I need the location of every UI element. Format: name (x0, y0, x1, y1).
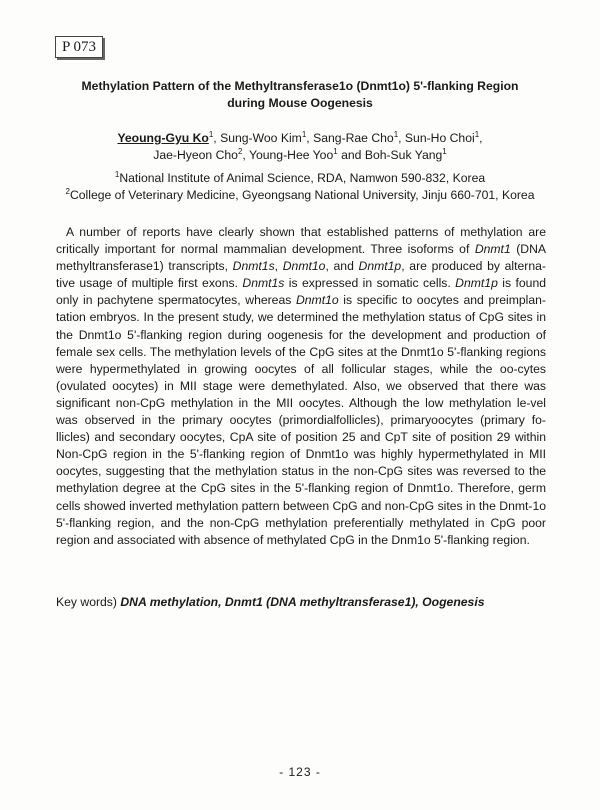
author-affiliation-mark: 1 (474, 129, 480, 139)
gene-name: Dnmt1 (474, 242, 511, 257)
author-separator: , (479, 131, 483, 145)
page-number: - 123 - (279, 765, 321, 779)
gene-name: Dnmt1p (358, 259, 402, 274)
presenting-author-name: Yeoung-Gyu Ko (117, 131, 209, 145)
abstract-text: , are produced by alterna-tive usage of multiple first exons. (56, 259, 546, 291)
gene-name: Dnmt1o (282, 259, 326, 274)
paper-title (60, 78, 540, 112)
author-separator: , (398, 131, 405, 145)
keywords-values: DNA methylation, Dnmt1 (DNA methyltransferase1), Oogenesis (120, 595, 485, 609)
abstract-text: , and (325, 259, 359, 274)
author-affiliation-mark: 1 (442, 146, 447, 156)
author-name: Sang-Rae Cho (313, 131, 394, 145)
abstract-text: A number of reports have clearly shown that established patterns of methylation are critically important for normal mammalian development. Three isoforms of (56, 225, 546, 257)
author-name: Sung-Woo Kim (220, 131, 302, 145)
author-name: Young-Hee Yoo (248, 148, 334, 162)
author-name: Boh-Suk Yang (364, 148, 443, 162)
abstract-text: (DNA methyltransferase1) transcripts, (56, 242, 546, 274)
keywords (56, 594, 546, 611)
author-separator: , (213, 131, 221, 145)
affiliation-text: National Institute of Animal Science, RDA, Namwon 590-832, Korea (119, 171, 486, 185)
affiliation-number: 1 (114, 169, 120, 179)
gene-name: Dnmt1s (242, 276, 285, 291)
author-separator: , (306, 131, 314, 145)
abstract-text: is specific to oocytes and preimplan-tation embryos. In the present study, we determined the methylation status of CpG sites in the Dnmt1o 5'-flanking region during oogenesis for the development and production of female sex cells. The methylation levels of the CpG sites at the Dnmt1o 5'-flanking regions were hypermethylated in growing oocytes of all follicular stages, while the oo-cytes (ovulated oocytes) in MII stage were demethylated. Also, we observed that there was significant non-CpG methylation in the MII oocytes. Although the low methylation le-vel was observed in the primary oocytes (primordialfollicles), primaryoocytes (primary fo-llicles) and secondary oocytes, CpA site of position 25 and CpT site of position 29 within Non-CpG region in the 5'-flanking region of Dnmt1o was highly hypermethylated in MII oocytes, suggesting that the methylation status in the non-CpG sites was reversed to the methylation degree at the CpG sites in the 5'-flanking region of Dnmt1o. Therefore, germ cells showed inverted methylation pattern between CpG and non-CpG sites in the Dnmt-1o 5'-flanking region, and the non-CpG methylation preferentially methylated in CpG poor region and associated with absence of methylated CpG in the Dnm1o 5'-flanking region. (56, 293, 546, 547)
author-separator: and (337, 148, 365, 162)
abstract-text: is found only in pachytene spermatocytes, whereas (56, 276, 546, 308)
affiliation-2 (30, 187, 570, 204)
paper-title-line-1: Methylation Pattern of the Methyltransferase1o (Dnmt1o) 5'-flanking Region (81, 79, 519, 93)
affiliation-number: 2 (65, 186, 70, 196)
author-separator: , (242, 148, 249, 162)
author-affiliation-mark: 1 (393, 129, 399, 139)
abstract-text: , (274, 259, 283, 274)
gene-name: Dnmt1p (455, 276, 498, 291)
author-affiliation-mark: 1 (301, 129, 307, 139)
author-list (40, 130, 560, 164)
author-affiliation-mark: 2 (237, 146, 243, 156)
gene-name: Dnmt1o (295, 293, 339, 308)
affiliation-list (30, 170, 570, 204)
author-line-1 (40, 130, 560, 147)
abstract-text: is expressed in somatic cells. (284, 276, 456, 291)
page-label: P 073 (55, 36, 103, 58)
keywords-label: Key words) (56, 595, 117, 609)
author-affiliation-mark: 1 (208, 129, 214, 139)
affiliation-text: College of Veterinary Medicine, Gyeongsang National University, Jinju 660-701, Korea (69, 188, 535, 202)
author-name: Jae-Hyeon Cho (153, 148, 238, 162)
paper-title-line-2: during Mouse Oogenesis (227, 96, 373, 110)
author-affiliation-mark: 1 (333, 146, 338, 156)
author-line-2 (40, 147, 560, 164)
author-name: Sun-Ho Choi (404, 131, 475, 145)
affiliation-1 (30, 170, 570, 187)
abstract-body (56, 224, 546, 549)
gene-name: Dnmt1s (232, 259, 275, 274)
